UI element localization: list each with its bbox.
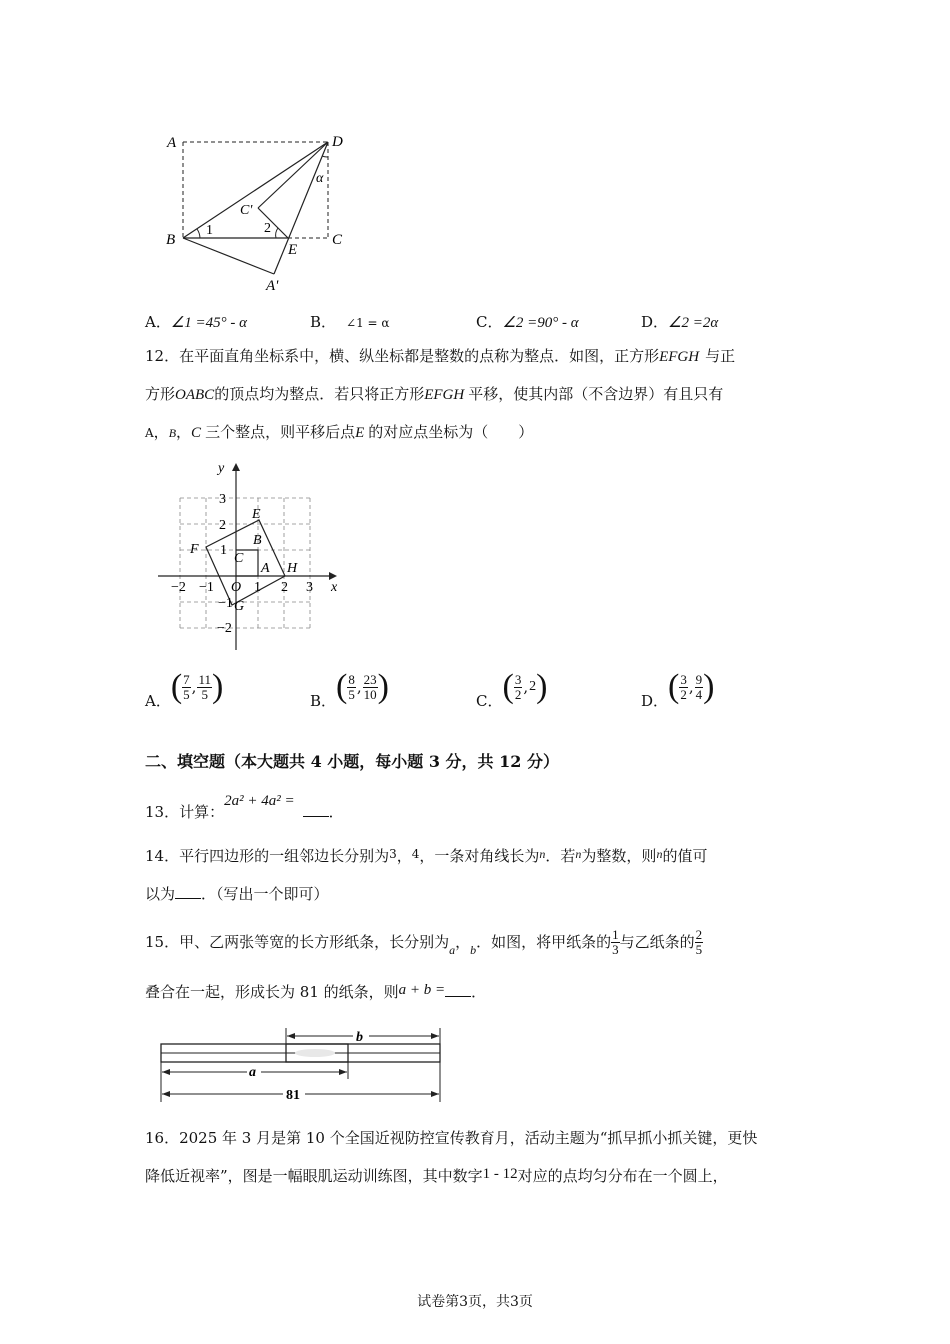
fig12-label: G (234, 599, 245, 614)
fig12-label: x (331, 580, 338, 595)
fig15-label-b: b (356, 1030, 363, 1045)
fig12-label: E (252, 507, 261, 522)
q14-line-1: 14．平行四边形的一组邻边长分别为$^3$，$^4$，一条对角线长为$^n$．若$^n$为整数，则$^n$的值可 (145, 847, 708, 865)
fig12-label: 1 (220, 543, 227, 558)
q11-option-b: B． ∠1 = α (310, 313, 390, 331)
q12-line-2: 方形OABC的顶点均为整点．若只将正方形EFGH 平移，使其内部（不含边界）有且只有 (145, 385, 724, 403)
q12-option-c: C． ( $\frac{3}{2}$ , 2 ) (476, 668, 548, 710)
fig12-label: −2 (217, 621, 232, 636)
q13-expression: 2a² + 4a² = (224, 793, 295, 809)
q12-line-1: 12．在平面直角坐标系中，横、纵坐标都是整数的点称为整点．如图，正方形EFGH 与正 (145, 347, 736, 365)
fig12-label: 1 (254, 580, 261, 595)
q12-line-3: A，B，C 三个整点，则平移后点E 的对应点坐标为（ ） (145, 423, 534, 441)
fig12-label: H (287, 561, 298, 576)
fig15-label-81: 81 (286, 1088, 300, 1103)
fig12-label: C (234, 551, 244, 566)
fig11-label: A (167, 135, 177, 151)
q15-answer-blank (445, 982, 471, 997)
q11-option-c: C．∠2 =90° - α (476, 313, 579, 331)
fig12-label: y (218, 461, 225, 476)
q11-option-a: A．∠1 =45° - α (145, 313, 248, 331)
fig15-label-a: a (249, 1065, 256, 1080)
figure-q11-rectangle-fold (160, 128, 360, 296)
section-heading: 二、填空题（本大题共 4 小题，每小题 3 分，共 12 分） (145, 752, 559, 771)
fig12-label: 2 (281, 580, 288, 595)
q11-option-b-text: ∠1 = α (346, 316, 390, 330)
fig11-label: C' (240, 203, 253, 218)
fig12-label: 3 (219, 492, 226, 507)
fig12-label: B (253, 533, 262, 548)
fig12-label: −1 (218, 596, 233, 611)
fig12-label: −2 (171, 580, 186, 595)
fig11-label: 2 (264, 221, 271, 236)
fig12-label: 3 (306, 580, 313, 595)
q12-option-a: A． ( $\frac{7}{5}$ , $\frac{11}{5}$ ) (145, 668, 224, 710)
fig11-label: A' (266, 278, 279, 294)
fig12-label: O (231, 580, 242, 595)
q15-line-1: 15．甲、乙两张等宽的长方形纸条，长分别为 a ， b ．如图，将甲纸条的 $\frac{1}{3}$ 与乙纸条的 $\frac{2}{5}$ (145, 926, 703, 957)
fig12-label: F (190, 542, 199, 557)
fig11-label: D (332, 134, 343, 150)
fig11-label: 1 (206, 223, 213, 238)
q11-option-c-text: ∠2 =90° - α (502, 315, 579, 331)
q11-option-a-text: ∠1 =45° - α (170, 315, 248, 331)
fig11-label: E (288, 242, 298, 258)
q16-line-2: 降低近视率”，图是一幅眼肌运动训练图，其中数字1 - 12对应的点均匀分布在一个圆上， (145, 1166, 728, 1185)
fig11-label: B (166, 232, 176, 248)
figure-q15-paper-strips (155, 1024, 450, 1106)
q14-answer-blank (175, 884, 201, 899)
fig12-label: −1 (199, 580, 214, 595)
q15-line-2: 叠合在一起，形成长为 81 的纸条，则a + b = ． (145, 982, 487, 1001)
fig11-label: C (332, 232, 343, 248)
q12-option-d: D． ( $\frac{3}{2}$ , $\frac{9}{4}$ ) (641, 668, 715, 710)
fig12-label: 2 (219, 518, 226, 533)
figure-q12-coordinate-grid (155, 458, 350, 653)
q11-option-d: D．∠2 =2α (641, 313, 719, 331)
q13-answer-blank (303, 802, 329, 817)
q16-line-1: 16．2025 年 3 月是第 10 个全国近视防控宣传教育月，活动主题为“抓早抓小抓关键，更快 (145, 1129, 758, 1147)
page-footer: 试卷第3页，共3页 (417, 1294, 533, 1310)
q13: 13．计算：2a² + 4a² =． (145, 793, 344, 821)
fig11-label: α (316, 171, 324, 186)
q15-expression: a + b = (398, 982, 446, 998)
q14-line-2: 以为 ．（写出一个即可） (145, 885, 329, 903)
q12-option-b: B． ( $\frac{8}{5}$ , $\frac{23}{10}$ ) (310, 668, 389, 710)
fig12-label: A (261, 561, 270, 576)
q11-option-d-text: ∠2 =2α (668, 315, 719, 331)
